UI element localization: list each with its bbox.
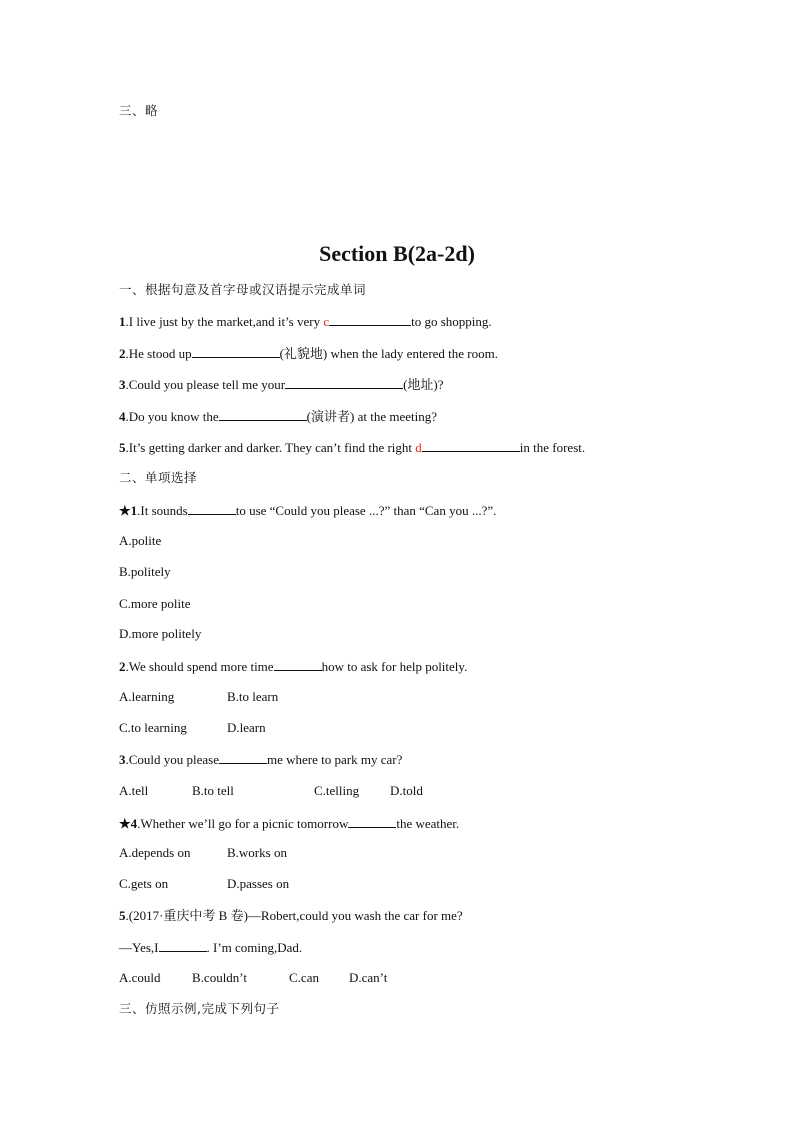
- question-text: .We should spend more time: [125, 659, 274, 674]
- q4-options-row-1: [119, 845, 287, 861]
- item-text: (礼貌地) when the lady entered the room.: [279, 346, 498, 361]
- answer-blank[interactable]: [285, 376, 403, 389]
- question-text: .Could you please: [125, 752, 220, 767]
- option-c[interactable]: C.telling: [314, 783, 360, 798]
- initial-letter-hint: c: [323, 314, 330, 329]
- answer-blank[interactable]: [422, 439, 520, 452]
- q2-options-row-1: [119, 689, 278, 705]
- answer-blank[interactable]: [188, 502, 236, 515]
- option-b[interactable]: B.to tell: [192, 783, 234, 798]
- answer-blank[interactable]: [219, 751, 267, 764]
- question-5: [119, 908, 463, 924]
- part1-item-3: [119, 376, 444, 393]
- option-c[interactable]: C.more polite: [119, 596, 191, 611]
- option-a[interactable]: A.learning: [119, 689, 175, 704]
- item-text: to go shopping.: [411, 314, 492, 329]
- option-b[interactable]: B.to learn: [227, 689, 279, 704]
- item-number: 5: [119, 440, 126, 455]
- question-text: me where to park my car?: [267, 752, 403, 767]
- option-b[interactable]: B.couldn’t: [192, 970, 248, 985]
- answer-blank[interactable]: [274, 658, 322, 671]
- part1-heading: 一、根据句意及首字母或汉语提示完成单词: [119, 282, 367, 297]
- item-number: 1: [119, 314, 126, 329]
- question-text: .(2017·重庆中考 B 卷)—Robert,could you wash the car for me?: [125, 908, 463, 923]
- option-c[interactable]: C.to learning: [119, 720, 187, 735]
- item-number: 4: [119, 409, 126, 424]
- item-text: (演讲者) at the meeting?: [306, 409, 437, 424]
- question-text: .Whether we’ll go for a picnic tomorrow: [137, 816, 349, 831]
- answer-blank[interactable]: [329, 313, 411, 326]
- option-b[interactable]: B.politely: [119, 564, 171, 579]
- item-text: .I live just by the market,and it’s very: [125, 314, 324, 329]
- answer-blank[interactable]: [219, 408, 307, 421]
- option-d[interactable]: D.told: [390, 783, 423, 798]
- item-number: 2: [119, 346, 126, 361]
- item-text: .Do you know the: [125, 409, 219, 424]
- question-5-reply: [119, 939, 302, 956]
- answer-blank[interactable]: [159, 939, 207, 952]
- question-4: [119, 815, 459, 832]
- option-a[interactable]: A.tell: [119, 783, 149, 798]
- q3-options: [119, 783, 423, 799]
- section-title: Section B(2a-2d): [319, 241, 475, 266]
- question-2: [119, 658, 467, 675]
- part1-item-2: [119, 345, 498, 362]
- part3-heading: 三、仿照示例,完成下列句子: [119, 1001, 280, 1016]
- question-number: ★1: [119, 503, 138, 518]
- q2-options-row-2: [119, 720, 266, 736]
- answer-blank[interactable]: [192, 345, 280, 358]
- initial-letter-hint: d: [415, 440, 422, 455]
- option-d[interactable]: D.can’t: [349, 970, 388, 985]
- item-text: (地址)?: [403, 377, 444, 392]
- option-c[interactable]: C.can: [289, 970, 319, 985]
- option-d[interactable]: D.more politely: [119, 626, 202, 641]
- part2-heading: 二、单项选择: [119, 470, 198, 485]
- question-number: 2: [119, 659, 126, 674]
- question-text: —Yes,I: [119, 940, 159, 955]
- part1-item-1: [119, 313, 492, 330]
- option-b[interactable]: B.works on: [227, 845, 287, 860]
- part1-item-5: [119, 439, 585, 456]
- option-d[interactable]: D.learn: [227, 720, 266, 735]
- part1-item-4: [119, 408, 437, 425]
- item-number: 3: [119, 377, 126, 392]
- option-a[interactable]: A.depends on: [119, 845, 191, 860]
- q4-options-row-2: [119, 876, 289, 892]
- answer-blank[interactable]: [348, 815, 396, 828]
- item-text: .Could you please tell me your: [125, 377, 286, 392]
- q5-options: [119, 970, 387, 986]
- option-a[interactable]: A.could: [119, 970, 161, 985]
- option-a[interactable]: A.polite: [119, 533, 162, 548]
- item-text: .He stood up: [125, 346, 192, 361]
- option-d[interactable]: D.passes on: [227, 876, 290, 891]
- question-1: [119, 502, 496, 519]
- question-text: . I’m coming,Dad.: [206, 940, 303, 955]
- question-text: .It sounds: [137, 503, 188, 518]
- question-text: to use “Could you please ...?” than “Can you ...?”.: [235, 503, 497, 518]
- option-c[interactable]: C.gets on: [119, 876, 169, 891]
- question-number: ★4: [119, 816, 138, 831]
- top-note: 三、略: [119, 103, 159, 118]
- question-text: the weather.: [396, 816, 460, 831]
- item-text: .It’s getting darker and darker. They can’t find the right: [125, 440, 416, 455]
- question-number: 3: [119, 752, 126, 767]
- question-text: how to ask for help politely.: [321, 659, 468, 674]
- item-text: in the forest.: [519, 440, 586, 455]
- question-3: [119, 751, 402, 768]
- question-number: 5: [119, 908, 126, 923]
